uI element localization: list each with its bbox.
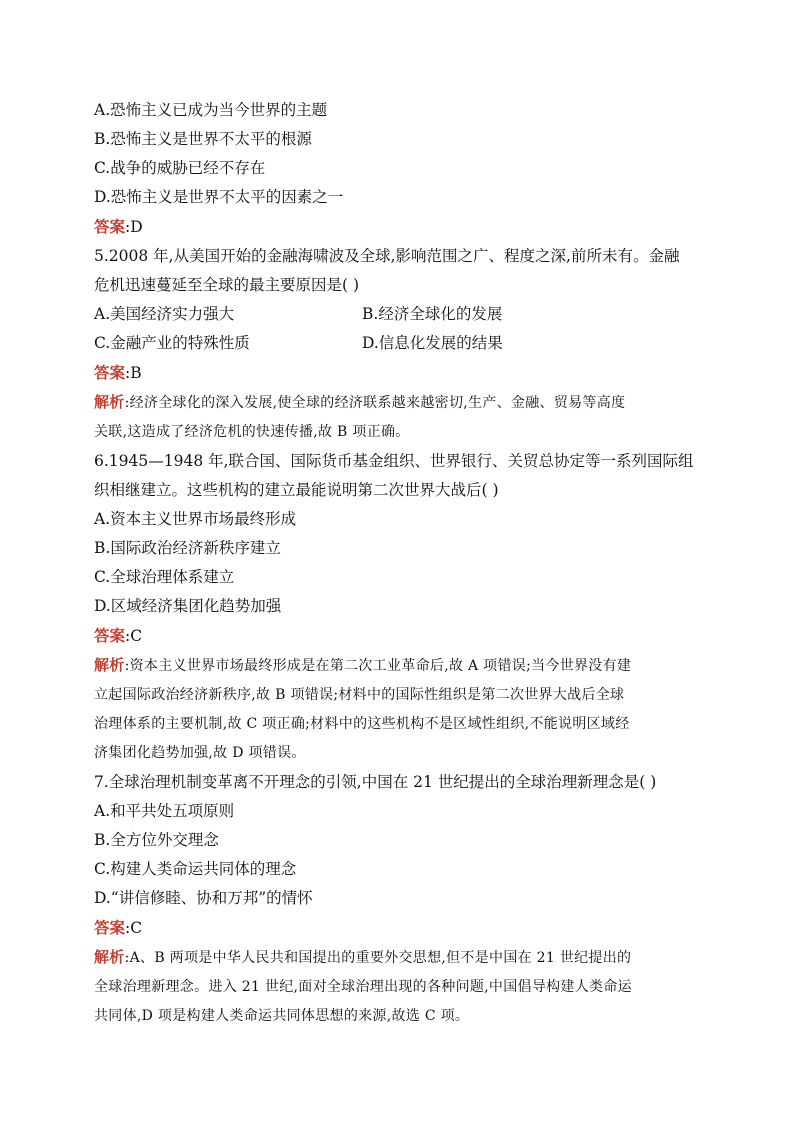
document-content [94,96,696,1031]
q5-answer [94,358,696,388]
q6-stem-line-2: 织相继建立。这些机构的建立最能说明第二次世界大战后( ) [94,481,499,499]
q7-option-c: C.构建人类命运共同体的理念 [94,860,297,878]
answer-label: 答案 [94,363,126,382]
q5-option-b: B.经济全球化的发展 [362,305,503,323]
q6-answer [94,621,696,651]
q5-options-row-2 [94,329,696,358]
q5-option-c: C.金融产业的特殊性质 [94,334,250,352]
q7-analysis-line-3: 共同体,D 项是构建人类命运共同体思想的来源,故选 C 项。 [94,1008,470,1024]
q5-stem-line-1: 5.2008 年,从美国开始的金融海啸波及全球,影响范围之广、程度之深,前所未有。金融 [94,247,680,265]
q6-analysis-line-1 [94,651,696,681]
answer-label: 答案 [94,918,126,937]
answer-value: :B [125,364,142,382]
q7-option-d: D.“讲信修睦、协和万邦”的情怀 [94,889,313,907]
answer-label: 答案 [94,626,126,645]
q7-option-a: A.和平共处五项原则 [94,802,235,820]
q4-option-a: A.恐怖主义已成为当今世界的主题 [94,101,328,119]
q7-analysis-line-2: 全球治理新理念。进入 21 世纪,面对全球治理出现的各种问题,中国倡导构建人类命运 [94,979,632,995]
q6-analysis-line-2: 立起国际政治经济新秩序,故 B 项错误;材料中的国际性组织是第二次世界大战后全球 [94,687,625,703]
analysis-label: 解析 [94,393,125,411]
analysis-label: 解析 [94,948,125,966]
q6-option-d: D.区域经济集团化趋势加强 [94,597,282,615]
q5-options-row-1 [94,300,696,329]
analysis-text: :A、B 两项是中华人民共和国提出的重要外交思想,但不是中国在 21 世纪提出的 [124,950,632,966]
analysis-label: 解析 [94,656,125,674]
q5-analysis-line-2: 关联,这造成了经济危机的快速传播,故 B 项正确。 [94,424,410,440]
q7-stem-line-1: 7.全球治理机制变革离不开理念的引领,中国在 21 世纪提出的全球治理新理念是( ) [94,773,657,791]
q6-analysis-line-4: 济集团化趋势加强,故 D 项错误。 [94,745,306,761]
q5-analysis-line-1 [94,388,696,418]
q6-option-a: A.资本主义世界市场最终形成 [94,510,297,528]
analysis-text: :资本主义世界市场最终形成是在第二次工业革命后,故 A 项错误;当今世界没有建 [124,658,632,674]
q4-option-c: C.战争的威胁已经不存在 [94,159,266,177]
answer-value: :D [125,218,143,236]
answer-value: :C [125,919,143,937]
q4-option-b: B.恐怖主义是世界不太平的根源 [94,130,312,148]
q4-answer [94,212,696,242]
q5-stem-line-2: 危机迅速蔓延至全球的最主要原因是( ) [94,276,360,294]
analysis-text: :经济全球化的深入发展,使全球的经济联系越来越密切,生产、金融、贸易等高度 [124,395,626,411]
q7-answer [94,913,696,943]
answer-label: 答案 [94,217,126,236]
answer-value: :C [125,627,143,645]
q6-option-b: B.国际政治经济新秩序建立 [94,539,281,557]
q7-analysis-line-1 [94,943,696,973]
q6-option-c: C.全球治理体系建立 [94,568,235,586]
q6-stem-line-1: 6.1945—1948 年,联合国、国际货币基金组织、世界银行、关贸总协定等一系列国际组 [94,452,694,470]
q4-option-d: D.恐怖主义是世界不太平的因素之一 [94,188,344,206]
q5-option-a: A.美国经济实力强大 [94,305,235,323]
q7-option-b: B.全方位外交理念 [94,831,219,849]
q6-analysis-line-3: 治理体系的主要机制,故 C 项正确;材料中的这些机构不是区域性组织,不能说明区域经 [94,716,630,732]
q5-option-d: D.信息化发展的结果 [362,334,503,352]
